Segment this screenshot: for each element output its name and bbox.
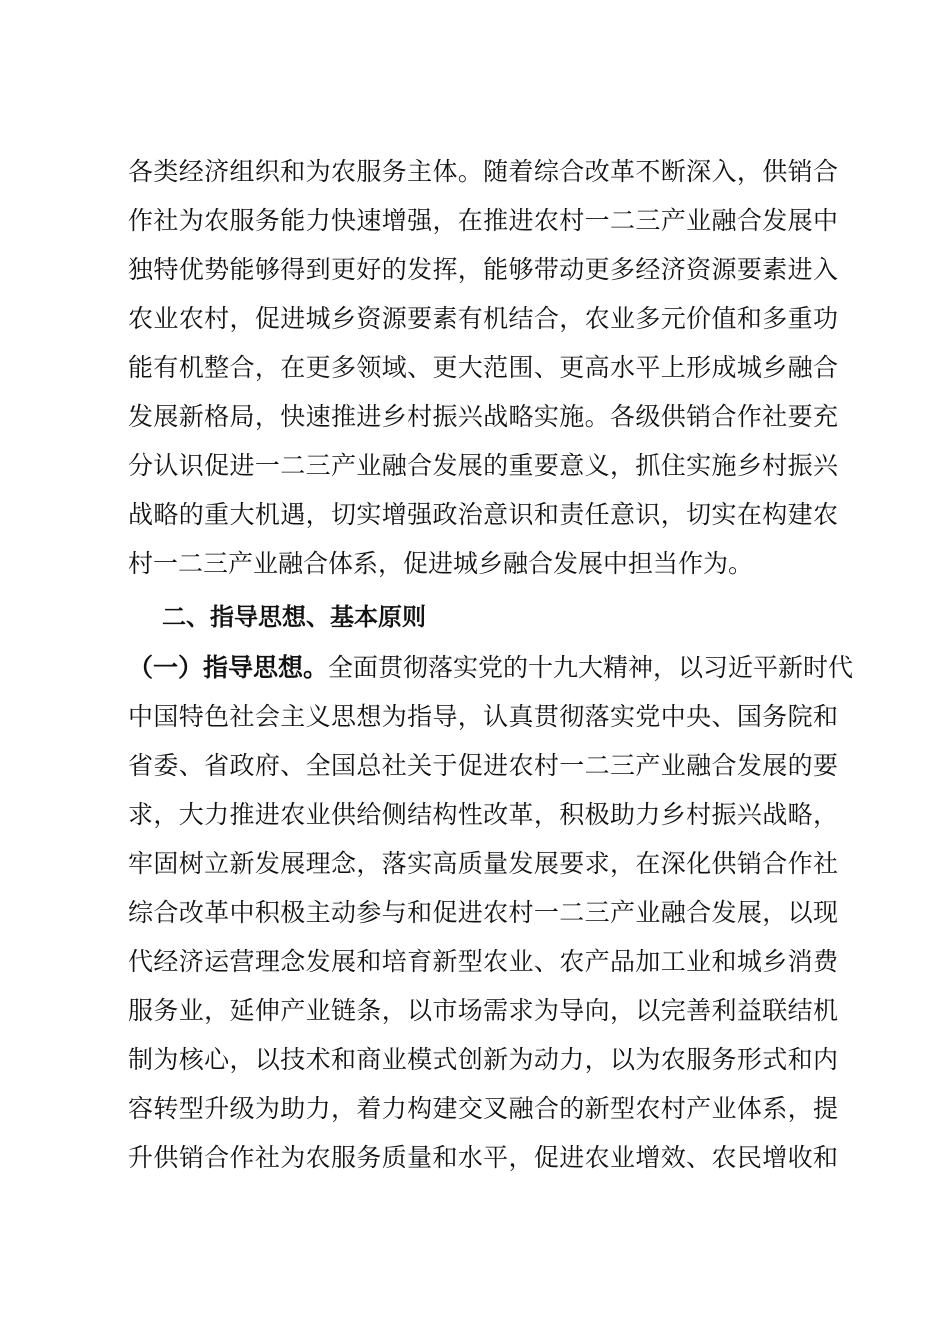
body-text-line-rest: 全面贯彻落实党的十九大精神，以习近平新时代 <box>328 653 854 682</box>
body-text-line: 发展新格局，快速推进乡村振兴战略实施。各级供销合作社要充 <box>128 402 838 431</box>
body-text-line: 省委、省政府、全国总社关于促进农村一二三产业融合发展的要 <box>128 751 838 780</box>
body-text-line: 中国特色社会主义思想为指导，认真贯彻落实党中央、国务院和 <box>128 702 838 731</box>
body-text-line: 代经济运营理念发展和培育新型农业、农产品加工业和城乡消费 <box>128 947 838 976</box>
body-text-line: 容转型升级为助力，着力构建交叉融合的新型农村产业体系，提 <box>128 1094 838 1123</box>
body-text-line: 服务业，延伸产业链条，以市场需求为导向，以完善利益联结机 <box>128 996 838 1025</box>
body-text-line: 农业农村，促进城乡资源要素有机结合，农业多元价值和多重功 <box>128 304 838 333</box>
body-text-line: 制为核心，以技术和商业模式创新为动力，以为农服务形式和内 <box>128 1045 838 1074</box>
body-text-line-first <box>128 645 854 691</box>
body-text-line: 求，大力推进农业供给侧结构性改革，积极助力乡村振兴战略， <box>128 800 838 829</box>
subsection-lead: （一）指导思想。 <box>128 653 329 682</box>
body-text-line: 独特优势能够得到更好的发挥，能够带动更多经济资源要素进入 <box>128 255 838 284</box>
body-text-line: 分认识促进一二三产业融合发展的重要意义，抓住实施乡村振兴 <box>128 451 838 480</box>
body-text-line: 升供销合作社为农服务质量和水平，促进农业增效、农民增收和 <box>128 1143 838 1172</box>
body-text-line: 作社为农服务能力快速增强，在推进农村一二三产业融合发展中 <box>128 206 838 235</box>
body-text-line: 综合改革中积极主动参与和促进农村一二三产业融合发展，以现 <box>128 898 838 927</box>
body-text-line: 村一二三产业融合体系，促进城乡融合发展中担当作为。 <box>128 549 754 578</box>
body-text-line: 能有机整合，在更多领域、更大范围、更高水平上形成城乡融合 <box>128 353 838 382</box>
section-heading: 二、指导思想、基本原则 <box>162 603 426 631</box>
body-text-line: 牢固树立新发展理念，落实高质量发展要求，在深化供销合作社 <box>128 849 838 878</box>
body-text-line: 各类经济组织和为农服务主体。随着综合改革不断深入，供销合 <box>128 157 838 186</box>
body-text-line: 战略的重大机遇，切实增强政治意识和责任意识，切实在构建农 <box>128 500 838 529</box>
